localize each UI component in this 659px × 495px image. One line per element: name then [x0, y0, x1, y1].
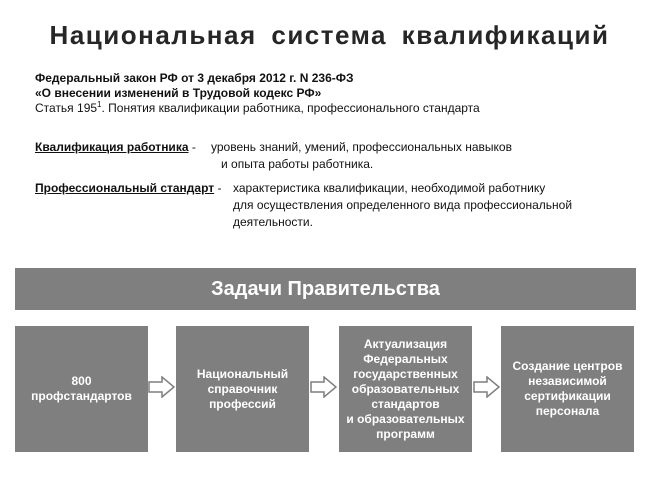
task-box-profstandards: 800 профстандартов: [15, 326, 148, 452]
law-reference: [35, 71, 635, 116]
article-rest: . Понятия квалификации работника, профессионального стандарта: [101, 101, 480, 115]
definition-text-line: характеристика квалификации, необходимой работнику: [233, 181, 546, 195]
task-box-reference-book: Национальный справочник профессий: [176, 326, 309, 452]
definition-term: Профессиональный стандарт: [35, 181, 215, 195]
arrow-right-icon: [310, 376, 337, 398]
definition-dash: -: [188, 140, 200, 154]
definition-text: [211, 139, 512, 173]
definition-text-line: и опыта работы работника.: [221, 157, 374, 171]
definition-dash: -: [214, 181, 225, 195]
arrow-right-icon: [473, 376, 500, 398]
article-prefix: Статья 195: [35, 101, 98, 115]
law-article-line: [35, 101, 635, 116]
definition-text-line: уровень знаний, умений, профессиональных навыков: [211, 140, 512, 154]
page-title: Национальная система квалификаций: [49, 20, 610, 50]
law-title-line: Федеральный закон РФ от 3 декабря 2012 г. N 236-ФЗ: [35, 71, 354, 85]
task-box-education-standards: Актуализация Федеральных государственных образовательных стандартов и образовательных программ: [339, 326, 472, 452]
definition-standard: [35, 180, 225, 196]
definition-qualification: [35, 139, 199, 155]
arrow-right-icon: [148, 376, 175, 398]
task-box-certification-centers: Создание центров независимой сертификации персонала: [501, 326, 634, 452]
tasks-header: Задачи Правительства: [15, 268, 636, 310]
definition-text: [233, 180, 572, 231]
definition-text-line: для осуществления определенного вида профессиональной: [233, 198, 573, 212]
article-superscript: 1: [97, 100, 102, 109]
definition-text-line: деятельности.: [233, 215, 313, 229]
definition-term: Квалификация работника: [35, 140, 189, 154]
law-subtitle-line: «О внесении изменений в Трудовой кодекс РФ»: [35, 86, 322, 100]
